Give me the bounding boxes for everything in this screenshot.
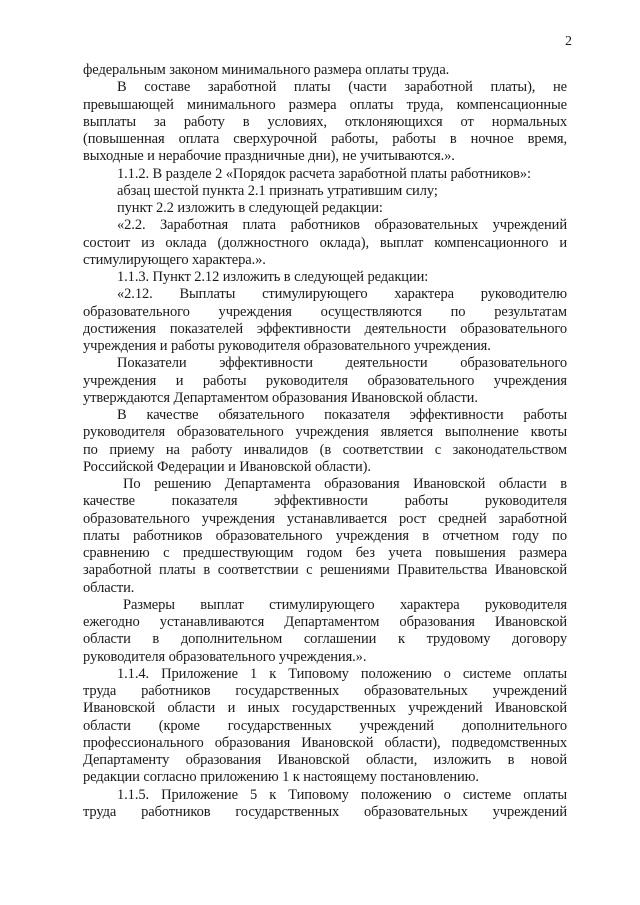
text-line: платы работников образовательного учреждения в отчетном году по xyxy=(83,527,567,544)
text-line: образовательного учреждения осуществляются по результатам xyxy=(83,303,567,320)
text-line: ежегодно устанавливаются Департаментом образования Ивановской xyxy=(83,614,567,630)
text-line: выходные и нерабочие праздничные дни), не учитываются.». xyxy=(83,148,455,165)
text-line: редакции согласно приложению 1 к настоящему постановлению. xyxy=(83,769,479,786)
text-line: образовательного учреждения устанавливается рост средней заработной xyxy=(83,510,567,527)
text-line: 1.1.2. В разделе 2 «Порядок расчета заработной платы работников»: xyxy=(117,165,531,182)
text-line: «2.12. Выплаты стимулирующего характера руководителю xyxy=(117,286,567,303)
text-line: «2.2. Заработная плата работников образовательных учреждений xyxy=(117,217,567,234)
text-line: утверждаются Департаментом образования Ивановской области. xyxy=(83,389,478,406)
text-line: учреждения и работы руководителя образовательного учреждения xyxy=(83,372,567,389)
text-line: пункт 2.2 изложить в следующей редакции: xyxy=(117,200,383,216)
text-line: По решению Департамента образования Ивановской области в xyxy=(123,476,567,492)
text-line: Российской Федерации и Ивановской области). xyxy=(83,458,371,475)
text-line: руководителя образовательного учреждения.». xyxy=(83,648,367,665)
text-line: состоит из оклада (должностного оклада), выплат компенсационного и xyxy=(83,234,567,251)
text-line: Ивановской области и иных государственных учреждений Ивановской xyxy=(83,700,567,717)
text-line: стимулирующего характера.». xyxy=(83,251,266,268)
text-line: Размеры выплат стимулирующего характера руководителя xyxy=(123,596,567,613)
text-line: (повышенная оплата сверхурочной работы, работы в ночное время, xyxy=(83,131,567,147)
text-line: области в дополнительном соглашении к трудовому договору xyxy=(83,631,567,648)
text-line: руководителя образовательного учреждения является выполнение квоты xyxy=(83,424,567,441)
page-number: 2 xyxy=(565,34,572,49)
text-line: выплаты за работу в условиях, отклоняющихся от нормальных xyxy=(83,113,567,130)
text-line: 1.1.3. Пункт 2.12 изложить в следующей редакции: xyxy=(117,269,429,285)
text-line: сравнению с предшествующим годом без учета повышения размера xyxy=(83,545,567,561)
text-line: 1.1.5. Приложение 5 к Типовому положению о системе оплаты xyxy=(117,786,567,803)
text-line: качестве показателя эффективности работы руководителя xyxy=(83,493,567,510)
text-line: превышающей минимального размера оплаты труда, компенсационные xyxy=(83,96,567,113)
text-line: федеральным законом минимального размера оплаты труда. xyxy=(83,62,450,78)
text-line: труда работников государственных образовательных учреждений xyxy=(83,683,567,699)
text-line: В качестве обязательного показателя эффективности работы xyxy=(117,407,567,423)
text-line: Показатели эффективности деятельности образовательного xyxy=(117,355,567,372)
text-line: абзац шестой пункта 2.1 признать утратившим силу; xyxy=(117,182,438,199)
text-line: труда работников государственных образовательных учреждений xyxy=(83,803,567,820)
text-line: учреждения и работы руководителя образовательного учреждения. xyxy=(83,338,491,354)
text-line: области (кроме государственных учреждений дополнительного xyxy=(83,717,567,734)
text-line: профессионального образования Ивановской области), подведомственных xyxy=(83,734,567,751)
text-line: достижения показателей эффективности деятельности образовательного xyxy=(83,320,567,337)
text-line: области. xyxy=(83,579,135,596)
document-body xyxy=(83,62,567,821)
text-line: по приему на работу инвалидов (в соответствии с законодательством xyxy=(83,441,567,458)
text-line: Департаменту образования Ивановской области, изложить в новой xyxy=(83,752,567,768)
text-line: 1.1.4. Приложение 1 к Типовому положению о системе оплаты xyxy=(117,665,567,682)
text-line: заработной платы в соответствии с решениями Правительства Ивановской xyxy=(83,562,567,579)
text-line: В составе заработной платы (части заработной платы), не xyxy=(117,79,567,96)
